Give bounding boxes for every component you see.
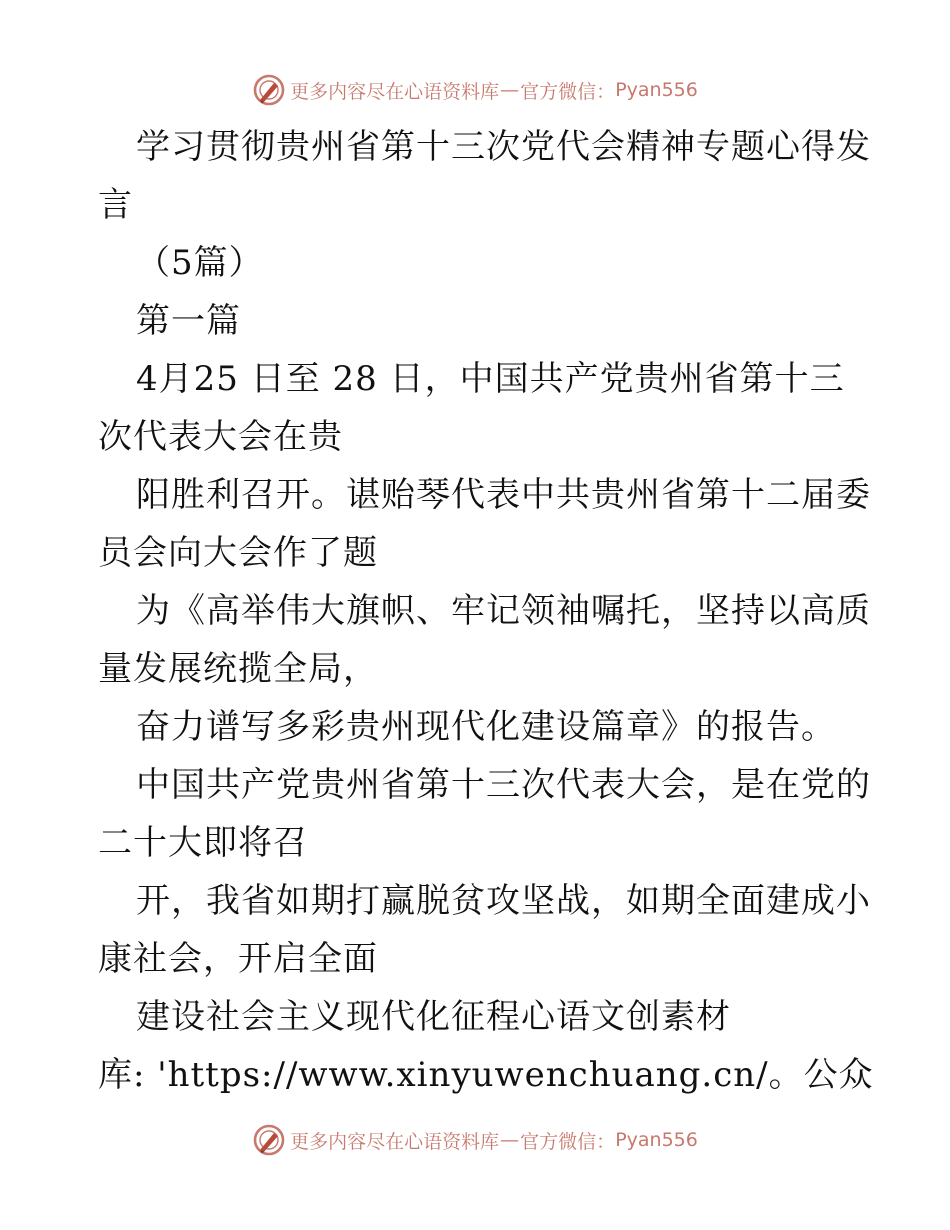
text-line: 量发展统揽全局， (98, 649, 378, 689)
text-line: 学习贯彻贵州省第十三次党代会精神专题心得发 (136, 127, 871, 167)
text-line: 阳胜利召开。谌贻琴代表中共贵州省第十二届委 (136, 475, 871, 515)
text-line: 为《高举伟大旗帜、牢记领袖嘱托，坚持以高质 (136, 591, 871, 631)
text-line: 员会向大会作了题 (98, 533, 378, 573)
banner-wechat-label: 官方微信： (520, 1130, 616, 1153)
document-body (98, 118, 874, 1104)
text-line: 康社会，开启全面 (98, 939, 378, 979)
banner-wechat-id: Pyan556 (615, 1129, 698, 1151)
text-line: 开，我省如期打赢脱贫攻坚战，如期全面建成小 (136, 881, 871, 921)
banner-wechat-label: 官方微信： (520, 80, 616, 103)
text-line: 次代表大会在贵 (98, 417, 343, 457)
text-line: 奋力谱写多彩贵州现代化建设篇章》的报告。 (136, 707, 836, 747)
text-line: 二十大即将召 (98, 823, 308, 863)
pen-logo-icon (252, 1123, 286, 1157)
text-line: 建设社会主义现代化征程心语文创素材 (136, 997, 731, 1037)
banner-main-text: 更多内容尽在心语资料库 (290, 80, 500, 103)
header-watermark-banner (0, 68, 950, 112)
banner-wechat-id: Pyan556 (615, 79, 698, 101)
banner-separator: — (500, 79, 520, 101)
banner-main-text: 更多内容尽在心语资料库 (290, 1130, 500, 1153)
pen-logo-icon (252, 73, 286, 107)
footer-watermark-banner (0, 1118, 950, 1162)
text-line: 第一篇 (136, 301, 241, 341)
text-line: 言 (98, 185, 133, 225)
banner-separator: — (500, 1129, 520, 1151)
text-line: 中国共产党贵州省第十三次代表大会，是在党的 (136, 765, 871, 805)
text-line: 库: 'https://www.xinyuwenchuang.cn/。公众 (98, 1055, 874, 1095)
text-line: （5篇） (136, 243, 264, 283)
text-line: 4月25 日至 28 日，中国共产党贵州省第十三 (136, 359, 845, 399)
